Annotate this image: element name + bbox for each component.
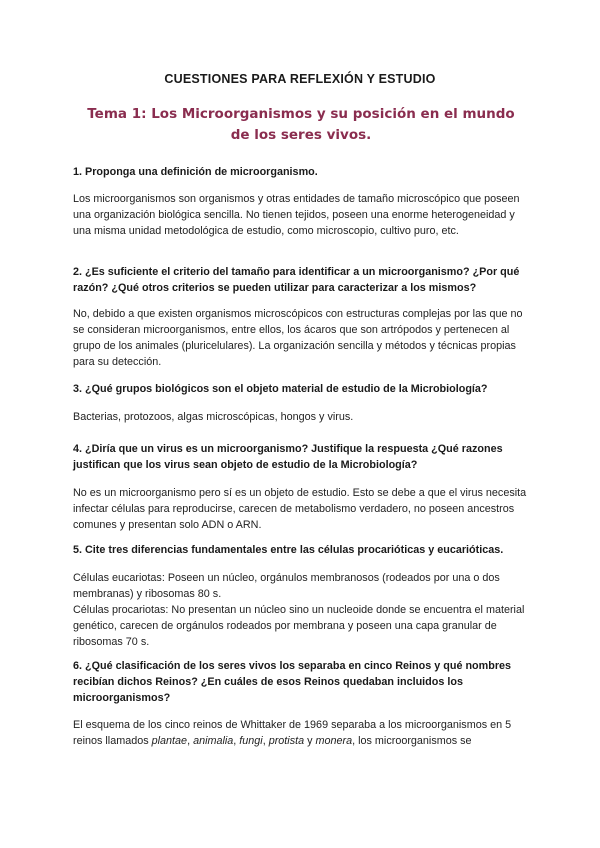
answer-3: Bacterias, protozoos, algas microscópicas, hongos y virus. [73,411,354,423]
question-6: 6. ¿Qué clasificación de los seres vivos los separaba en cinco Reinos y qué nombres recibían dichos Reinos? ¿En cuáles de esos Reinos quedaban incluidos los microorganismos? [73,660,512,704]
answer-5 [73,570,533,650]
answer-6-intro: El esquema de los cinco reinos de Whittaker de 1969 separaba a los microorganismos en 5 reinos llamados [73,719,512,747]
answer-2: No, debido a que existen organismos microscópicos con estructuras complejas por las que no se consideran microorganismos, entre ellos, los ácaros que son artrópodos y pertenecen al grupo de los animales (pluricelulares). La organización sencilla y métodos y técnicas propias para su detección. [73,308,523,368]
kingdom-plantae: plantae [151,735,188,747]
question-1: 1. Proponga una definición de microorganismo. [73,166,318,178]
answer-5-prokaryotic: Células procariotas: No presentan un núcleo sino un nucleoide donde se encuentra el material genético, carecen de orgánulos rodeados por membrana y poseen una capa granular de ribosomas 70 s. [73,604,525,648]
question-3: 3. ¿Qué grupos biológicos son el objeto material de estudio de la Microbiología? [73,383,488,395]
document-title: CUESTIONES PARA REFLEXIÓN Y ESTUDIO [164,72,436,86]
question-5: 5. Cite tres diferencias fundamentales entre las células procarióticas y eucarióticas. [73,544,504,556]
answer-4: No es un microorganismo pero sí es un objeto de estudio. Esto se debe a que el virus necesita infectar células para reproducirse, carecen de metabolismo verdadero, no poseen ancestros comunes y presentan solo ADN o ARN. [73,487,527,531]
kingdom-monera: monera [315,735,353,747]
kingdom-fungi: fungi [239,735,263,747]
kingdom-animalia: animalia [193,735,234,747]
answer-5-eukaryotic: Células eucariotas: Poseen un núcleo, orgánulos membranosos (rodeados por una o dos membranas) y ribosomas 80 s. [73,572,500,600]
question-2: 2. ¿Es suficiente el criterio del tamaño para identificar a un microorganismo? ¿Por qué razón? ¿Qué otros criterios se pueden utilizar para caracterizar a los mismos? [73,266,520,294]
question-4: 4. ¿Diría que un virus es un microorganismo? Justifique la respuesta ¿Qué razones justifican que los virus sean objeto de estudio de la Microbiología? [73,443,503,471]
kingdom-protista: protista [268,735,305,747]
answer-6: El esquema de los cinco reinos de Whittaker de 1969 separaba a los microorganismos en 5 reinos llamados plantae, animalia, fungi, protista y monera, los microorganismos se [73,719,512,747]
answer-1: Los microorganismos son organismos y otras entidades de tamaño microscópico que poseen una organización biológica sencilla. No tienen tejidos, poseen una enorme heterogeneidad y una misma unidad metodológica de estudio, como microscopio, cultivo puro, etc. [73,193,520,237]
answer-6-tail: , los microorganismos se [352,735,472,747]
topic-heading: Tema 1: Los Microorganismos y su posición en el mundo de los seres vivos. [87,106,515,143]
